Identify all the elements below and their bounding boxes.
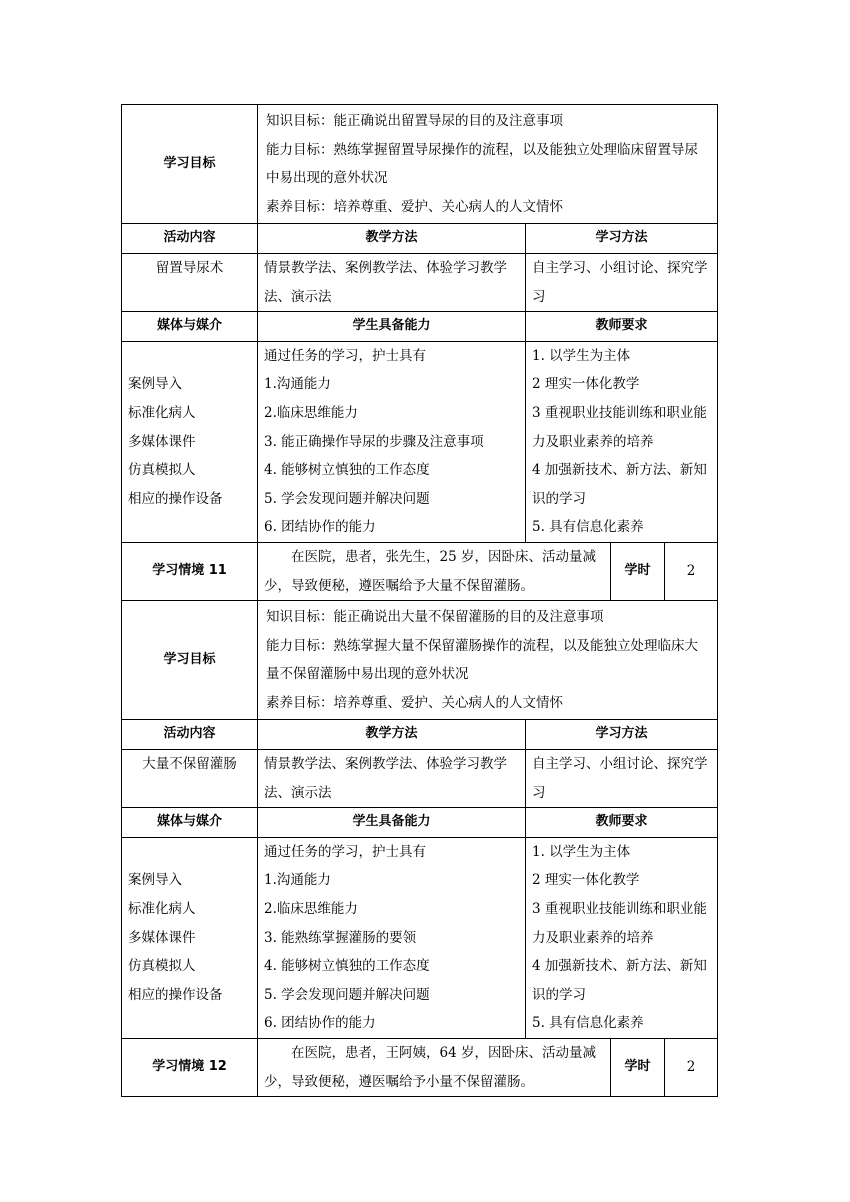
list-item: 4. 能够树立慎独的工作态度 <box>264 462 430 479</box>
list-item: 通过任务的学习，护士具有 <box>264 843 426 860</box>
learn-method-header: 学习方法 <box>526 720 718 750</box>
goal-label: 学习目标 <box>122 105 258 224</box>
abilities-list <box>258 837 526 1038</box>
media-header: 媒体与媒介 <box>122 312 258 342</box>
list-item: 2 理实一体化教学 <box>532 872 640 889</box>
media-header-row <box>122 808 718 838</box>
list-item: 仿真模拟人 <box>128 462 196 479</box>
goal-quality: 素养目标：培养尊重、爱护、关心病人的人文情怀 <box>266 694 563 711</box>
activity-header-row <box>122 224 718 254</box>
learn-method: 自主学习、小组讨论、探究学习 <box>526 750 718 808</box>
list-item: 2 理实一体化教学 <box>532 376 640 393</box>
list-item: 3. 能正确操作导尿的步骤及注意事项 <box>264 433 484 450</box>
teach-method: 情景教学法、案例教学法、体验学习教学法、演示法 <box>258 253 526 311</box>
goal-label: 学习目标 <box>122 601 258 720</box>
media-list <box>122 837 258 1038</box>
list-item: 标准化病人 <box>128 901 196 918</box>
list-item: 3. 能熟练掌握灌肠的要领 <box>264 929 417 946</box>
scene-row <box>122 542 718 600</box>
list-item: 4. 能够树立慎独的工作态度 <box>264 958 430 975</box>
list-item: 1.沟通能力 <box>264 872 331 889</box>
teacher-req-header: 教师要求 <box>526 808 718 838</box>
scene-text: 在医院，患者，王阿姨，64 岁，因卧床、活动量减少，导致便秘，遵医嘱给予小量不保留灌肠。 <box>258 1039 611 1097</box>
list-item: 5. 具有信息化素养 <box>532 519 644 536</box>
list-item: 2.临床思维能力 <box>264 404 358 421</box>
media-row <box>122 341 718 542</box>
list-item: 案例导入 <box>128 872 182 889</box>
list-item: 6. 团结协作的能力 <box>264 519 376 536</box>
media-header: 媒体与媒介 <box>122 808 258 838</box>
hours-value: 2 <box>665 542 718 600</box>
scene-text: 在医院，患者，张先生，25 岁，因卧床、活动量减少，导致便秘，遵医嘱给予大量不保留灌肠。 <box>258 542 611 600</box>
activity-header-row <box>122 720 718 750</box>
list-item: 多媒体课件 <box>128 433 196 450</box>
activity-header: 活动内容 <box>122 720 258 750</box>
teach-method: 情景教学法、案例教学法、体验学习教学法、演示法 <box>258 750 526 808</box>
hours-label: 学时 <box>611 542 665 600</box>
scene-label: 学习情境 12 <box>122 1039 258 1097</box>
list-item: 仿真模拟人 <box>128 958 196 975</box>
abilities-header: 学生具备能力 <box>258 312 526 342</box>
activity-row <box>122 750 718 808</box>
list-item: 相应的操作设备 <box>128 490 223 507</box>
lesson-table <box>121 104 718 1097</box>
teacher-req-list <box>526 837 718 1038</box>
activity-name: 大量不保留灌肠 <box>122 750 258 808</box>
list-item: 4 加强新技术、新方法、新知识的学习 <box>532 958 707 1003</box>
goal-list <box>258 601 718 720</box>
scene-label: 学习情境 11 <box>122 542 258 600</box>
goal-ability: 能力目标：熟练掌握大量不保留灌肠操作的流程，以及能独立处理临床大量不保留灌肠中易出现的意外状况 <box>266 637 698 683</box>
list-item: 通过任务的学习，护士具有 <box>264 347 426 364</box>
list-item: 3 重视职业技能训练和职业能力及职业素养的培养 <box>532 901 707 946</box>
goal-quality: 素养目标：培养尊重、爱护、关心病人的人文情怀 <box>266 198 563 215</box>
goal-knowledge: 知识目标：能正确说出留置导尿的目的及注意事项 <box>266 113 563 129</box>
activity-header: 活动内容 <box>122 224 258 254</box>
list-item: 4 加强新技术、新方法、新知识的学习 <box>532 462 707 507</box>
list-item: 5. 具有信息化素养 <box>532 1015 644 1032</box>
list-item: 6. 团结协作的能力 <box>264 1015 376 1032</box>
media-row <box>122 837 718 1038</box>
list-item: 1. 以学生为主体 <box>532 843 631 860</box>
media-header-row <box>122 312 718 342</box>
media-list <box>122 341 258 542</box>
list-item: 5. 学会发现问题并解决问题 <box>264 490 430 507</box>
goal-row <box>122 105 718 224</box>
goal-ability: 能力目标：熟练掌握留置导尿操作的流程，以及能独立处理临床留置导尿中易出现的意外状况 <box>266 141 698 187</box>
activity-name: 留置导尿术 <box>122 253 258 311</box>
hours-value: 2 <box>665 1039 718 1097</box>
abilities-header: 学生具备能力 <box>258 808 526 838</box>
goal-row <box>122 601 718 720</box>
teacher-req-header: 教师要求 <box>526 312 718 342</box>
scene-row <box>122 1039 718 1097</box>
list-item: 5. 学会发现问题并解决问题 <box>264 986 430 1003</box>
learn-method-header: 学习方法 <box>526 224 718 254</box>
activity-row <box>122 253 718 311</box>
list-item: 多媒体课件 <box>128 929 196 946</box>
abilities-list <box>258 341 526 542</box>
goal-knowledge: 知识目标：能正确说出大量不保留灌肠的目的及注意事项 <box>266 609 604 626</box>
teach-method-header: 教学方法 <box>258 720 526 750</box>
list-item: 1.沟通能力 <box>264 376 331 393</box>
teach-method-header: 教学方法 <box>258 224 526 254</box>
list-item: 标准化病人 <box>128 404 196 421</box>
list-item: 案例导入 <box>128 376 182 393</box>
list-item: 2.临床思维能力 <box>264 901 358 918</box>
list-item: 相应的操作设备 <box>128 986 223 1003</box>
goal-list <box>258 105 718 224</box>
learn-method: 自主学习、小组讨论、探究学习 <box>526 253 718 311</box>
hours-label: 学时 <box>611 1039 665 1097</box>
teacher-req-list <box>526 341 718 542</box>
list-item: 1. 以学生为主体 <box>532 347 631 364</box>
list-item: 3 重视职业技能训练和职业能力及职业素养的培养 <box>532 404 707 450</box>
